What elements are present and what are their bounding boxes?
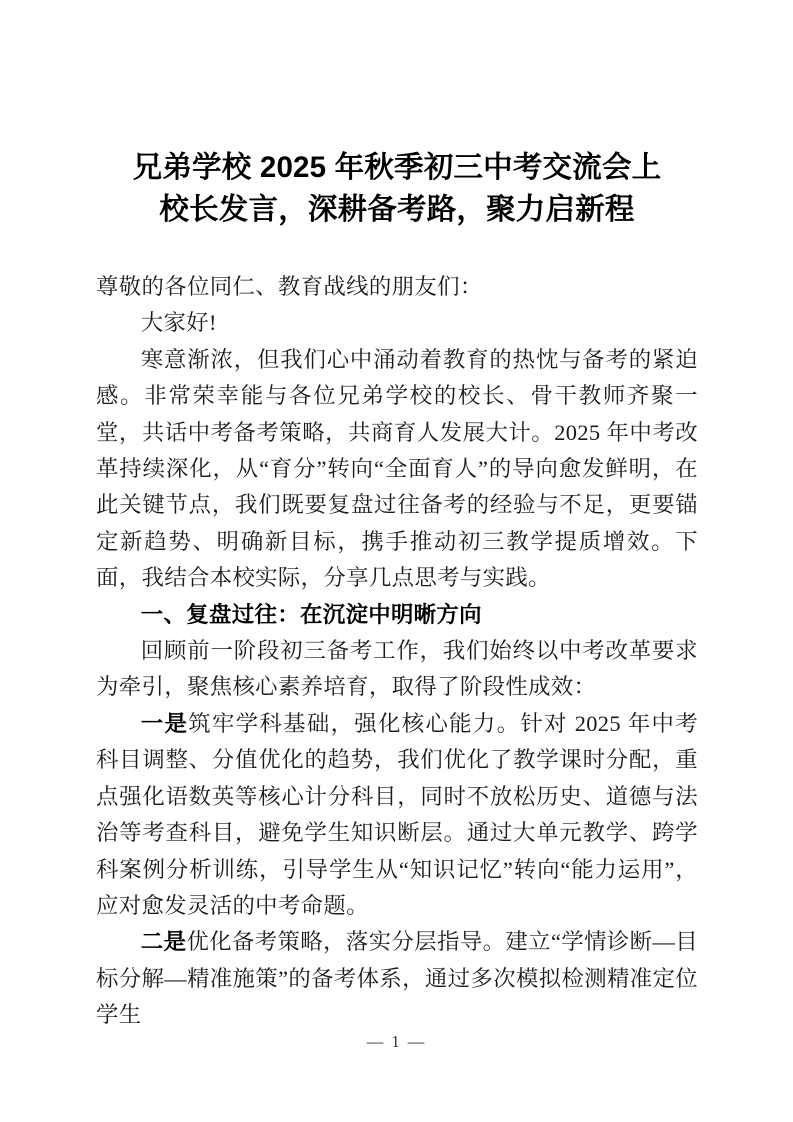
opening-paragraph: 寒意渐浓，但我们心中涌动着教育的热忱与备考的紧迫感。非常荣幸能与各位兄弟学校的校长、骨干教师齐聚一堂，共话中考备考策略，共商育人发展大计。2025 年中考改革持续深化，从“育分”转向“全面育人”的导向愈发鲜明，在此关键节点，我们既要复盘过往备考的经验与不足，更要锚定新趋势、明确新目标，携手推动初三教学提质增效。下面，我结合本校实际，分享几点思考与实践。: [96, 346, 698, 591]
salutation: 尊敬的各位同仁、教育战线的朋友们：: [96, 274, 483, 299]
section-1-intro-paragraph: 回顾前一阶段初三备考工作，我们始终以中考改革要求为牵引，聚焦核心素养培育，取得了阶段性成效：: [96, 638, 698, 700]
point-1-paragraph: [96, 706, 698, 924]
page-title: [96, 0, 698, 231]
page-title-line-2: 校长发言，深耕备考路，聚力启新程: [159, 193, 635, 226]
page-title-line-1: 兄弟学校 2025 年秋季初三中考交流会上: [132, 151, 662, 184]
point-2-lead: 二是: [140, 929, 187, 955]
point-2-text: 优化备考策略，落实分层指导。建立“学情诊断—目标分解—精准施策”的备考体系，通过多次模拟检测精准定位学生: [96, 929, 698, 1028]
document-body: [96, 0, 698, 1034]
point-1-text: 筑牢学科基础，强化核心能力。针对 2025 年中考科目调整、分值优化的趋势，我们优化了教学课时分配，重点强化语数英等核心计分科目，同时不放松历史、道德与法治等考查科目，避免学生知识断层。通过大单元教学、跨学科案例分析训练，引导学生从“知识记忆”转向“能力运用”，应对愈发灵活的中考命题。: [96, 710, 699, 918]
point-2-paragraph: [96, 924, 698, 1033]
point-1-lead: 一是: [140, 710, 189, 736]
greeting: 大家好!: [140, 310, 217, 336]
section-heading-1: 一、复盘过往：在沉淀中明晰方向: [140, 601, 482, 627]
page-number-footer: — 1 —: [366, 1032, 427, 1051]
